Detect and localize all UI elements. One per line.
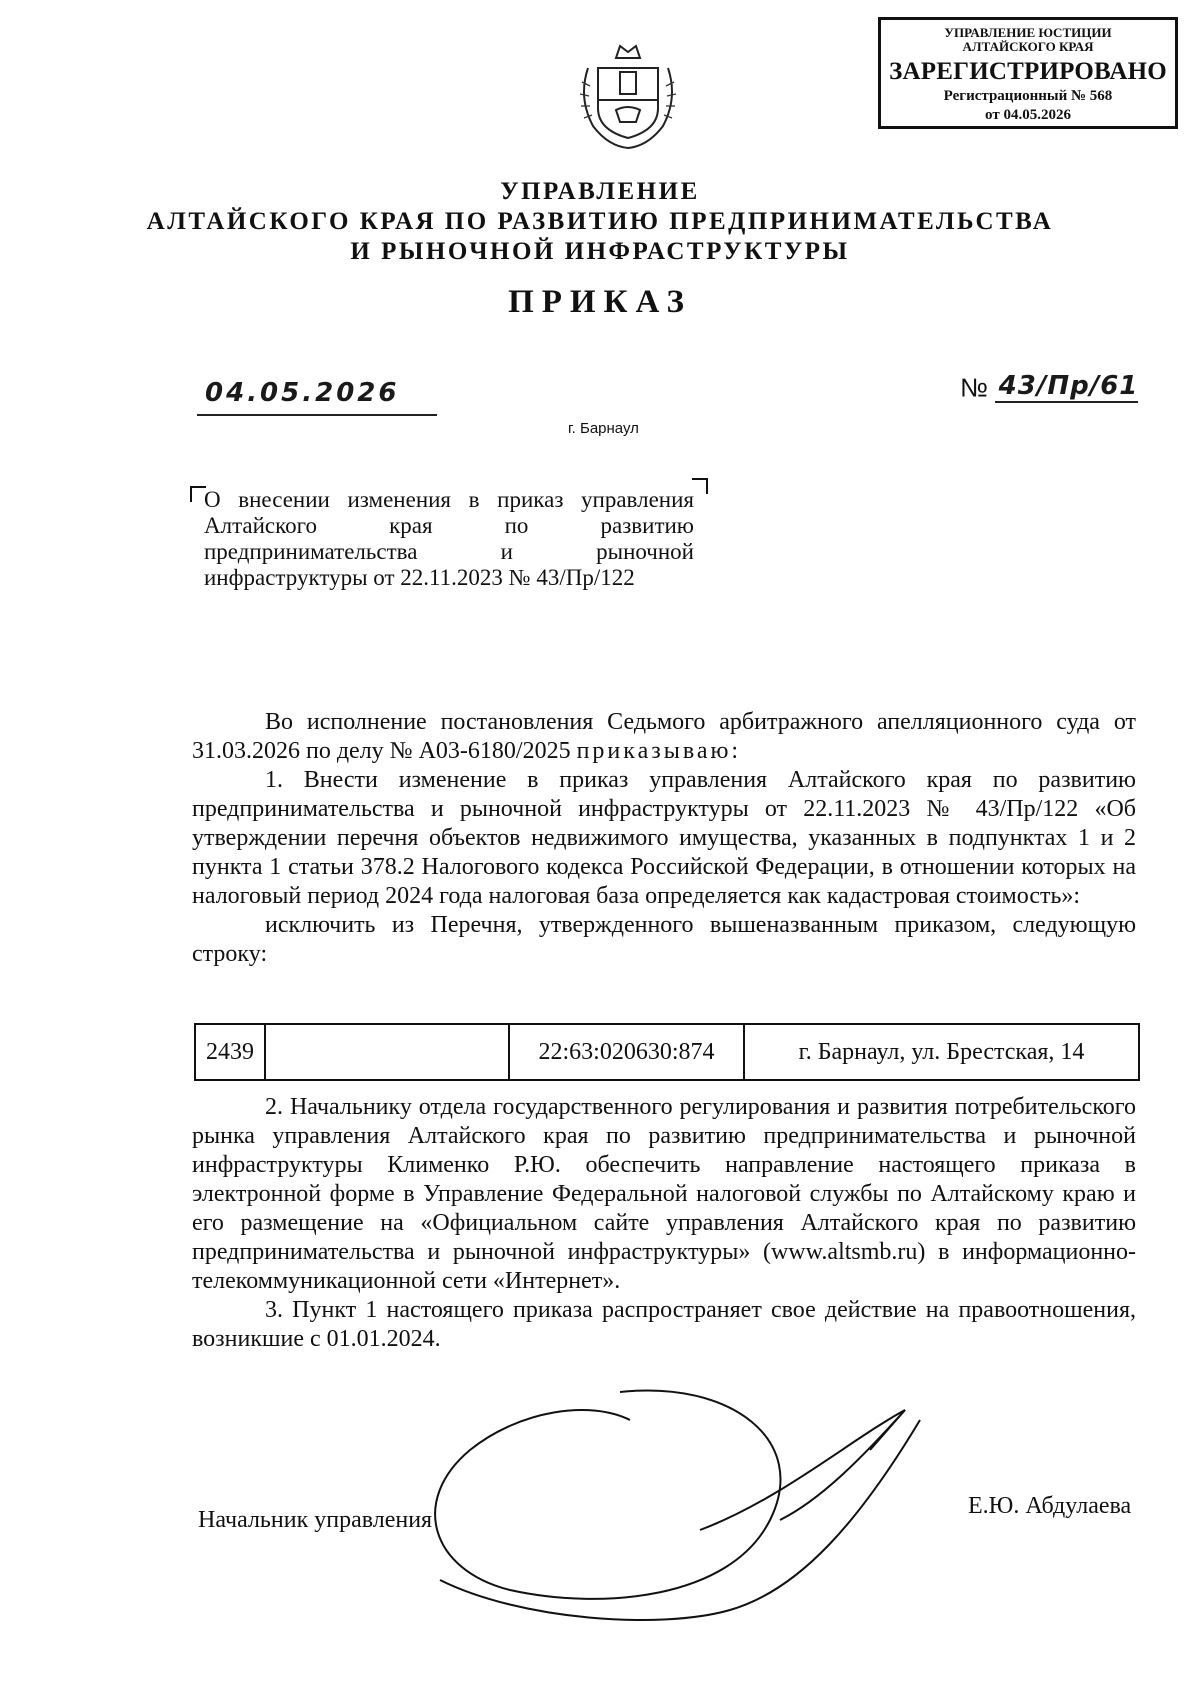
item-3: 3. Пункт 1 настоящего приказа распространяет свое действие на правоотношения, возникшие с 01.01.2024. bbox=[192, 1297, 1136, 1352]
coat-of-arms-icon bbox=[568, 38, 688, 154]
row-number-cell: 2439 bbox=[195, 1024, 265, 1080]
number-sign: № bbox=[960, 372, 988, 403]
handwritten-signature-icon bbox=[400, 1380, 960, 1680]
order-city: г. Барнаул bbox=[568, 420, 639, 437]
intro-text: Во исполнение постановления Седьмого арбитражного апелляционного суда от 31.03.2026 по делу № А03-6180/2025 bbox=[192, 709, 1136, 764]
order-number-value: 43/Пр/61 bbox=[995, 371, 1139, 403]
order-date: 04.05.2026 bbox=[197, 378, 437, 416]
stamp-reg-number: Регистрационный № 568 bbox=[943, 88, 1113, 104]
document-title: ПРИКАЗ bbox=[508, 284, 692, 320]
order-body-part2 bbox=[192, 1093, 1136, 1354]
org-header-line3: И РЫНОЧНОЙ ИНФРАСТРУКТУРЫ bbox=[350, 238, 850, 265]
stamp-status: ЗАРЕГИСТРИРОВАНО bbox=[889, 58, 1167, 85]
signatory-name: Е.Ю. Абдулаева bbox=[968, 1493, 1132, 1519]
cadastral-number-cell: 22:63:020630:874 bbox=[509, 1024, 744, 1080]
registration-stamp bbox=[878, 17, 1178, 129]
excluded-row-table bbox=[194, 1023, 1140, 1081]
table-row bbox=[195, 1024, 1139, 1080]
stamp-line2: АЛТАЙСКОГО КРАЯ bbox=[962, 39, 1094, 54]
empty-cell bbox=[265, 1024, 509, 1080]
org-header-line1: УПРАВЛЕНИЕ bbox=[500, 178, 700, 205]
intro-verb: приказываю: bbox=[576, 738, 742, 764]
item-1-sub: исключить из Перечня, утвержденного вышеназванным приказом, следующую строку: bbox=[192, 912, 1136, 967]
intro-paragraph bbox=[192, 708, 1136, 766]
item-2: 2. Начальнику отдела государственного регулирования и развития потребительского рынка управления Алтайского края по развитию предпринимательства и рыночной инфраструктуры Клименко Р.Ю. обеспечить направление настоящего приказа в электронной форме в Управление Федеральной налоговой службы по Алтайскому краю и его размещение на «Официальном сайте управления Алтайского края по развитию предпринимательства и рыночной инфраструктуры» (www.altsmb.ru) в информационно-телекоммуникационной сети «Интернет». bbox=[192, 1094, 1136, 1294]
order-body-part1 bbox=[192, 708, 1136, 969]
address-cell: г. Барнаул, ул. Брестская, 14 bbox=[744, 1024, 1139, 1080]
signatory-position: Начальник управления bbox=[198, 1507, 433, 1533]
subject-corner-right bbox=[692, 478, 708, 494]
order-subject: О внесении изменения в приказ управления Алтайского края по развитию предпринимательства и рыночной инфраструктуры от 22.11.2023 № 43/Пр/122 bbox=[204, 487, 694, 590]
stamp-line1: УПРАВЛЕНИЕ ЮСТИЦИИ bbox=[944, 25, 1112, 40]
stamp-reg-date: от 04.05.2026 bbox=[985, 107, 1071, 123]
item-1: 1. Внести изменение в приказ управления Алтайского края по развитию предпринимательства и рыночной инфраструктуры от 22.11.2023 № 43/Пр/122 «Об утверждении перечня объектов недвижимого имущества, указанных в подпунктах 1 и 2 пункта 1 статьи 378.2 Налогового кодекса Российской Федерации, в отношении которых на налоговый период 2024 года налоговая база определяется как кадастровая стоимость»: bbox=[192, 767, 1136, 909]
org-header-line2: АЛТАЙСКОГО КРАЯ ПО РАЗВИТИЮ ПРЕДПРИНИМАТЕЛЬСТВА bbox=[146, 208, 1054, 235]
order-number bbox=[960, 370, 1138, 403]
